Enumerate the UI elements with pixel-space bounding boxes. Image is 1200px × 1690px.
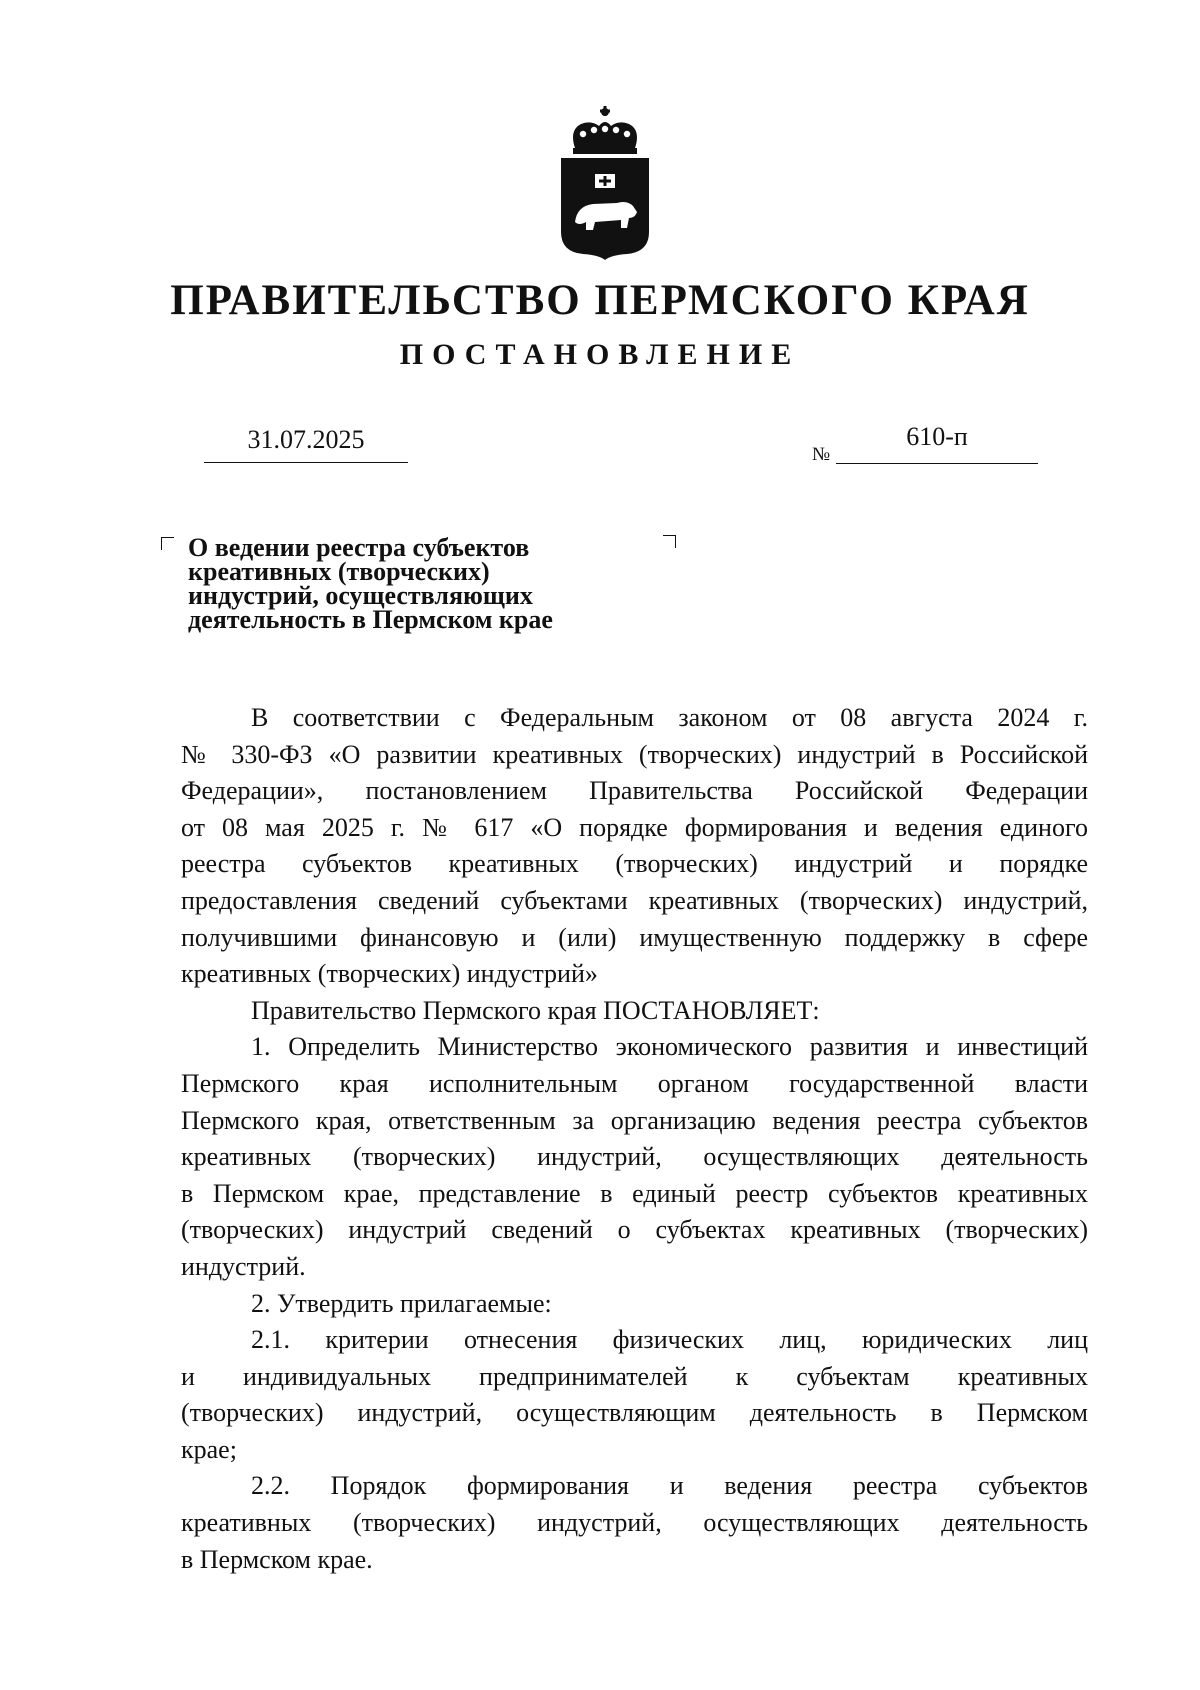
- text-line: 1. Определить Министерство экономического развития и инвестиций: [251, 1032, 1088, 1062]
- paragraph-resolves: [181, 993, 1088, 1030]
- text-line: креативных (творческих) индустрий, осуществляющих деятельность: [181, 1142, 1088, 1172]
- document-subject: [188, 533, 668, 634]
- text-line: от 08 мая 2025 г. № 617 «О порядке формирования и ведения единого: [181, 812, 1088, 842]
- text-line: 2. Утвердить прилагаемые:: [251, 1288, 552, 1318]
- date-field: [204, 422, 408, 463]
- subject-line: индустрий, осуществляющих: [188, 581, 533, 610]
- perm-krai-coat-of-arms-icon: [555, 104, 655, 260]
- document-number: 610-п: [906, 422, 968, 451]
- paragraph-item-1: [181, 1029, 1088, 1285]
- text-line: и индивидуальных предпринимателей к субъектам креативных: [181, 1361, 1088, 1391]
- paragraph-preamble: [181, 700, 1088, 993]
- text-line: Пермского края, ответственным за организацию ведения реестра субъектов: [181, 1105, 1088, 1135]
- paragraph-item-2: [181, 1286, 1088, 1323]
- document-type: ПОСТАНОВЛЕНИЕ: [399, 338, 801, 371]
- text-line: Правительство Пермского края ПОСТАНОВЛЯЕТ:: [251, 995, 820, 1025]
- document-date: 31.07.2025: [247, 425, 365, 454]
- text-line: в Пермском крае.: [181, 1544, 373, 1574]
- text-line: (творческих) индустрий сведений о субъектах креативных (творческих): [181, 1215, 1088, 1245]
- document-body: [181, 700, 1088, 1578]
- text-line: предоставления сведений субъектами креативных (творческих) индустрий,: [181, 885, 1088, 915]
- text-line: крае;: [181, 1434, 237, 1464]
- text-line: индустрий.: [181, 1251, 306, 1281]
- number-field: [836, 420, 1038, 464]
- text-line: получившими финансовую и (или) имущественную поддержку в сфере: [181, 922, 1088, 952]
- text-line: 2.1. критерии отнесения физических лиц, юридических лиц: [251, 1325, 1088, 1355]
- subject-line: О ведении реестра субъектов: [188, 533, 530, 562]
- text-line: Пермского края исполнительным органом государственной власти: [181, 1068, 1088, 1098]
- text-line: в Пермском крае, представление в единый реестр субъектов креативных: [181, 1178, 1088, 1208]
- number-sign: №: [812, 444, 831, 465]
- text-line: реестра субъектов креативных (творческих) индустрий и порядке: [181, 849, 1088, 879]
- text-line: креативных (творческих) индустрий, осуществляющих деятельность: [181, 1508, 1088, 1538]
- organization-title: ПРАВИТЕЛЬСТВО ПЕРМСКОГО КРАЯ: [170, 277, 1030, 324]
- subject-line: креативных (творческих): [188, 557, 490, 586]
- text-line: (творческих) индустрий, осуществляющим деятельность в Пермском: [181, 1398, 1088, 1428]
- text-line: № 330-ФЗ «О развитии креативных (творческих) индустрий в Российской: [181, 739, 1088, 769]
- paragraph-item-2-1: [181, 1322, 1088, 1468]
- text-line: креативных (творческих) индустрий»: [181, 959, 598, 989]
- subject-line: деятельность в Пермском крае: [188, 605, 553, 634]
- text-line: 2.2. Порядок формирования и ведения реестра субъектов: [251, 1471, 1088, 1501]
- text-line: Федерации», постановлением Правительства Российской Федерации: [181, 776, 1088, 806]
- subject-bracket-left: [161, 537, 174, 550]
- paragraph-item-2-2: [181, 1468, 1088, 1578]
- text-line: В соответствии с Федеральным законом от 08 августа 2024 г.: [251, 703, 1088, 732]
